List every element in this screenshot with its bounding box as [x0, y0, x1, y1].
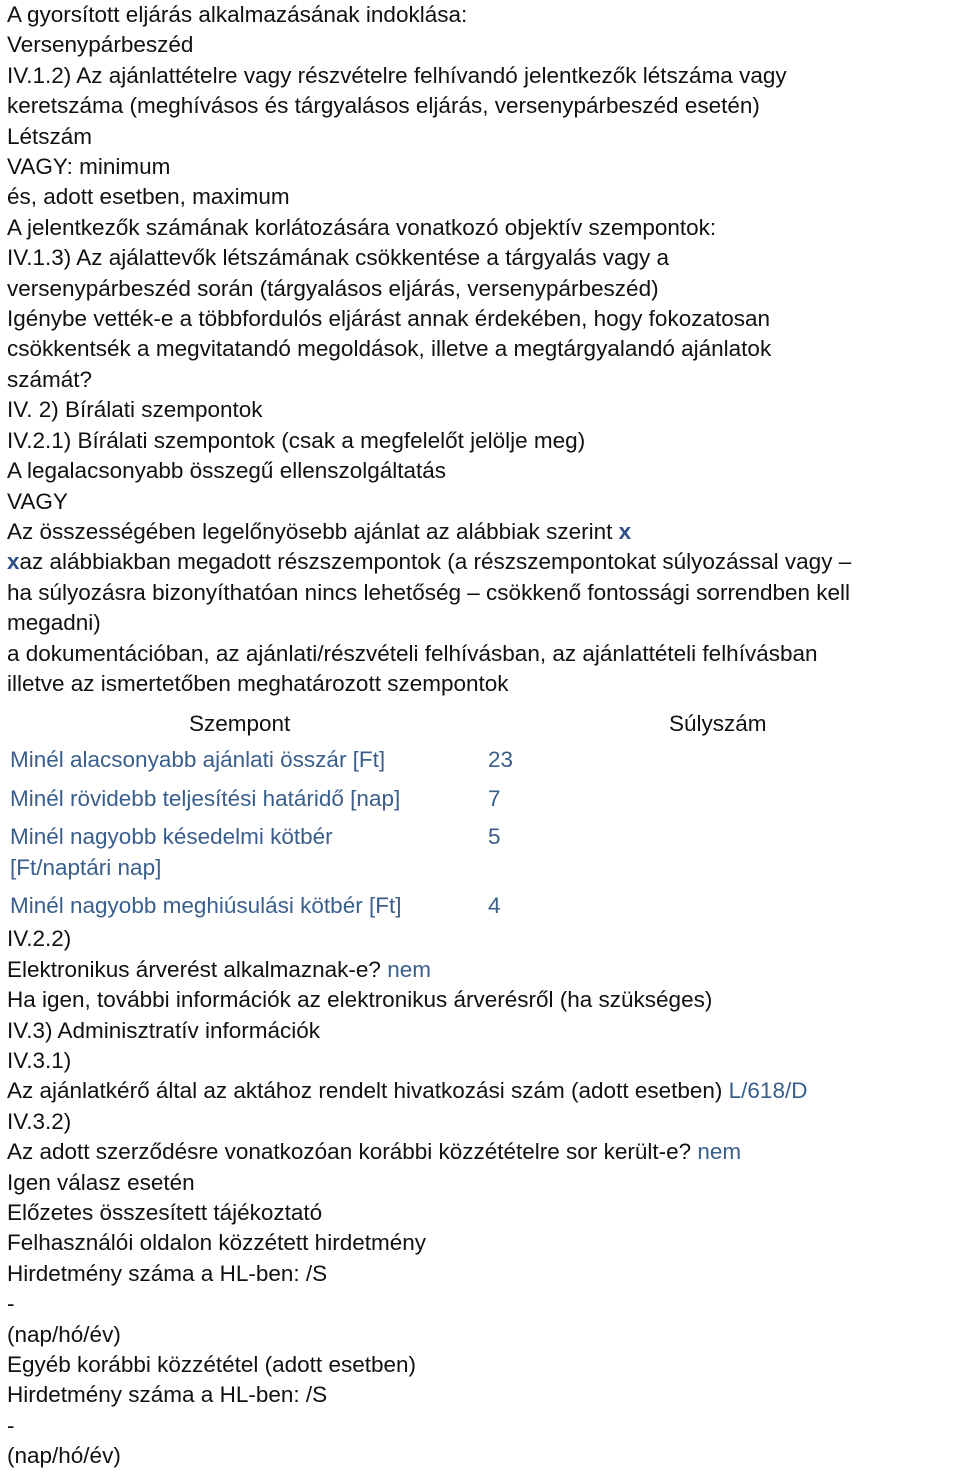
section-iv-3-heading: IV.3) Adminisztratív információk	[7, 1017, 321, 1043]
lowest-price-option: A legalacsonyabb összegű ellenszolgáltatás	[7, 458, 447, 484]
table-row	[7, 745, 960, 784]
table-row	[7, 891, 960, 924]
if-yes-label: Igen válasz esetén	[7, 1169, 195, 1195]
table-row	[7, 822, 960, 891]
section-iv-1-3-heading-cont: versenypárbeszéd során (tárgyalásos eljárás, versenypárbeszéd)	[7, 275, 659, 301]
section-iv-3-2-heading: IV.3.2)	[7, 1108, 72, 1134]
subcriteria-text-cont: ha súlyozásra bizonyíthatóan nincs lehetőség – csökkenő fontossági sorrendben kell	[7, 579, 851, 605]
auction-block	[7, 924, 960, 1015]
oj-notice-number-label: Hirdetmény száma a HL-ben: /S	[7, 1260, 328, 1286]
intro-block	[7, 0, 960, 517]
best-value-mark: x	[618, 518, 632, 544]
subcriteria-mark: x	[7, 549, 20, 575]
prior-publication-line	[7, 1137, 960, 1167]
admin-block	[7, 1016, 960, 1168]
subcriteria-text-end: megadni)	[7, 610, 101, 636]
prior-publication-answer: nem	[697, 1139, 742, 1165]
multi-round-question-end: számát?	[7, 366, 93, 392]
section-iv-1-2-heading-cont: keretszáma (meghívásos és tárgyalásos eljárás, versenypárbeszéd esetén)	[7, 93, 760, 119]
maximum-label: és, adott esetben, maximum	[7, 184, 290, 210]
criterion-weight: 5	[488, 824, 501, 850]
criterion-name: Minél nagyobb meghiúsulási kötbér [Ft]	[10, 893, 402, 919]
auction-question-line	[7, 955, 960, 985]
section-iv-2-heading: IV. 2) Bírálati szempontok	[7, 397, 263, 423]
section-iv-1-3-heading: IV.1.3) Az ajálattevők létszámának csökkentése a tárgyalás vagy a	[7, 245, 670, 271]
prior-publication-question: Az adott szerződésre vonatkozóan korábbi közzétételre sor került-e?	[7, 1139, 692, 1165]
section-iv-2-2-heading: IV.2.2)	[7, 926, 72, 952]
criterion-name: Minél alacsonyabb ajánlati összár [Ft]	[10, 747, 386, 773]
criteria-table-header	[7, 703, 960, 745]
multi-round-question: Igénybe vették-e a többfordulós eljárást annak érdekében, hogy fokozatosan	[7, 306, 771, 332]
headcount-label: Létszám	[7, 123, 93, 149]
documentation-criteria-option-cont: illetve az ismertetőben meghatározott szempontok	[7, 670, 509, 696]
auction-question: Elektronikus árverést alkalmaznak-e?	[7, 956, 381, 982]
date-format-label-2: (nap/hó/év)	[7, 1443, 121, 1469]
criterion-name: Minél nagyobb késedelmi kötbér [Ft/naptári nap]	[10, 824, 333, 880]
oj-notice-number-label-2: Hirdetmény száma a HL-ben: /S	[7, 1382, 328, 1408]
other-prior-publication-label: Egyéb korábbi közzététel (adott esetben)	[7, 1352, 416, 1378]
criterion-weight: 7	[488, 786, 501, 812]
criterion-column-header: Szempont	[189, 711, 291, 737]
criterion-weight: 4	[488, 893, 501, 919]
weight-column-header: Súlyszám	[669, 711, 767, 737]
section-iv-3-1-heading: IV.3.1)	[7, 1047, 72, 1073]
reference-number-label: Az ajánlatkérő által az aktához rendelt hivatkozási szám (adott esetben)	[7, 1078, 723, 1104]
best-value-option	[7, 517, 960, 547]
criteria-table	[7, 745, 960, 924]
reference-number-value: L/618/D	[728, 1078, 808, 1104]
auction-info: Ha igen, további információk az elektronikus árverésről (ha szükséges)	[7, 987, 713, 1013]
auction-answer: nem	[387, 956, 431, 982]
dash-placeholder-2: -	[7, 1412, 15, 1438]
subcriteria-line	[7, 547, 960, 577]
subcriteria-text: az alábbiakban megadott részszempontok (a részszempontokat súlyozással vagy –	[19, 549, 852, 575]
subcriteria-block	[7, 547, 960, 699]
or-separator: VAGY	[7, 488, 68, 514]
dash-placeholder: -	[7, 1291, 15, 1317]
documentation-criteria-option: a dokumentációban, az ajánlati/részvételi felhívásban, az ajánlattételi felhívásban	[7, 640, 818, 666]
criterion-name: Minél rövidebb teljesítési határidő [nap]	[10, 786, 401, 812]
procedure-type: Versenypárbeszéd	[7, 32, 194, 58]
reference-number-line	[7, 1076, 960, 1106]
section-iv-1-2-heading: IV.1.2) Az ajánlattételre vagy részvételre felhívandó jelentkezők létszáma vagy	[7, 62, 787, 88]
tail-block	[7, 1168, 960, 1472]
section-iv-2-1-heading: IV.2.1) Bírálati szempontok (csak a megfelelőt jelölje meg)	[7, 427, 586, 453]
table-row	[7, 784, 960, 822]
prior-information-notice-label: Előzetes összesített tájékoztató	[7, 1200, 323, 1225]
date-format-label: (nap/hó/év)	[7, 1321, 121, 1347]
criterion-weight: 23	[488, 747, 514, 773]
best-value-label: Az összességében legelőnyösebb ajánlat az alábbiak szerint	[7, 518, 613, 544]
accelerated-procedure-label: A gyorsított eljárás alkalmazásának indoklása:	[7, 2, 468, 27]
minimum-label: VAGY: minimum	[7, 154, 171, 180]
buyer-profile-notice-label: Felhasználói oldalon közzétett hirdetmény	[7, 1230, 426, 1256]
multi-round-question-cont: csökkentsék a megvitatandó megoldások, illetve a megtárgyalandó ajánlatok	[7, 336, 772, 362]
limitation-criteria-label: A jelentkezők számának korlátozására vonatkozó objektív szempontok:	[7, 214, 717, 240]
